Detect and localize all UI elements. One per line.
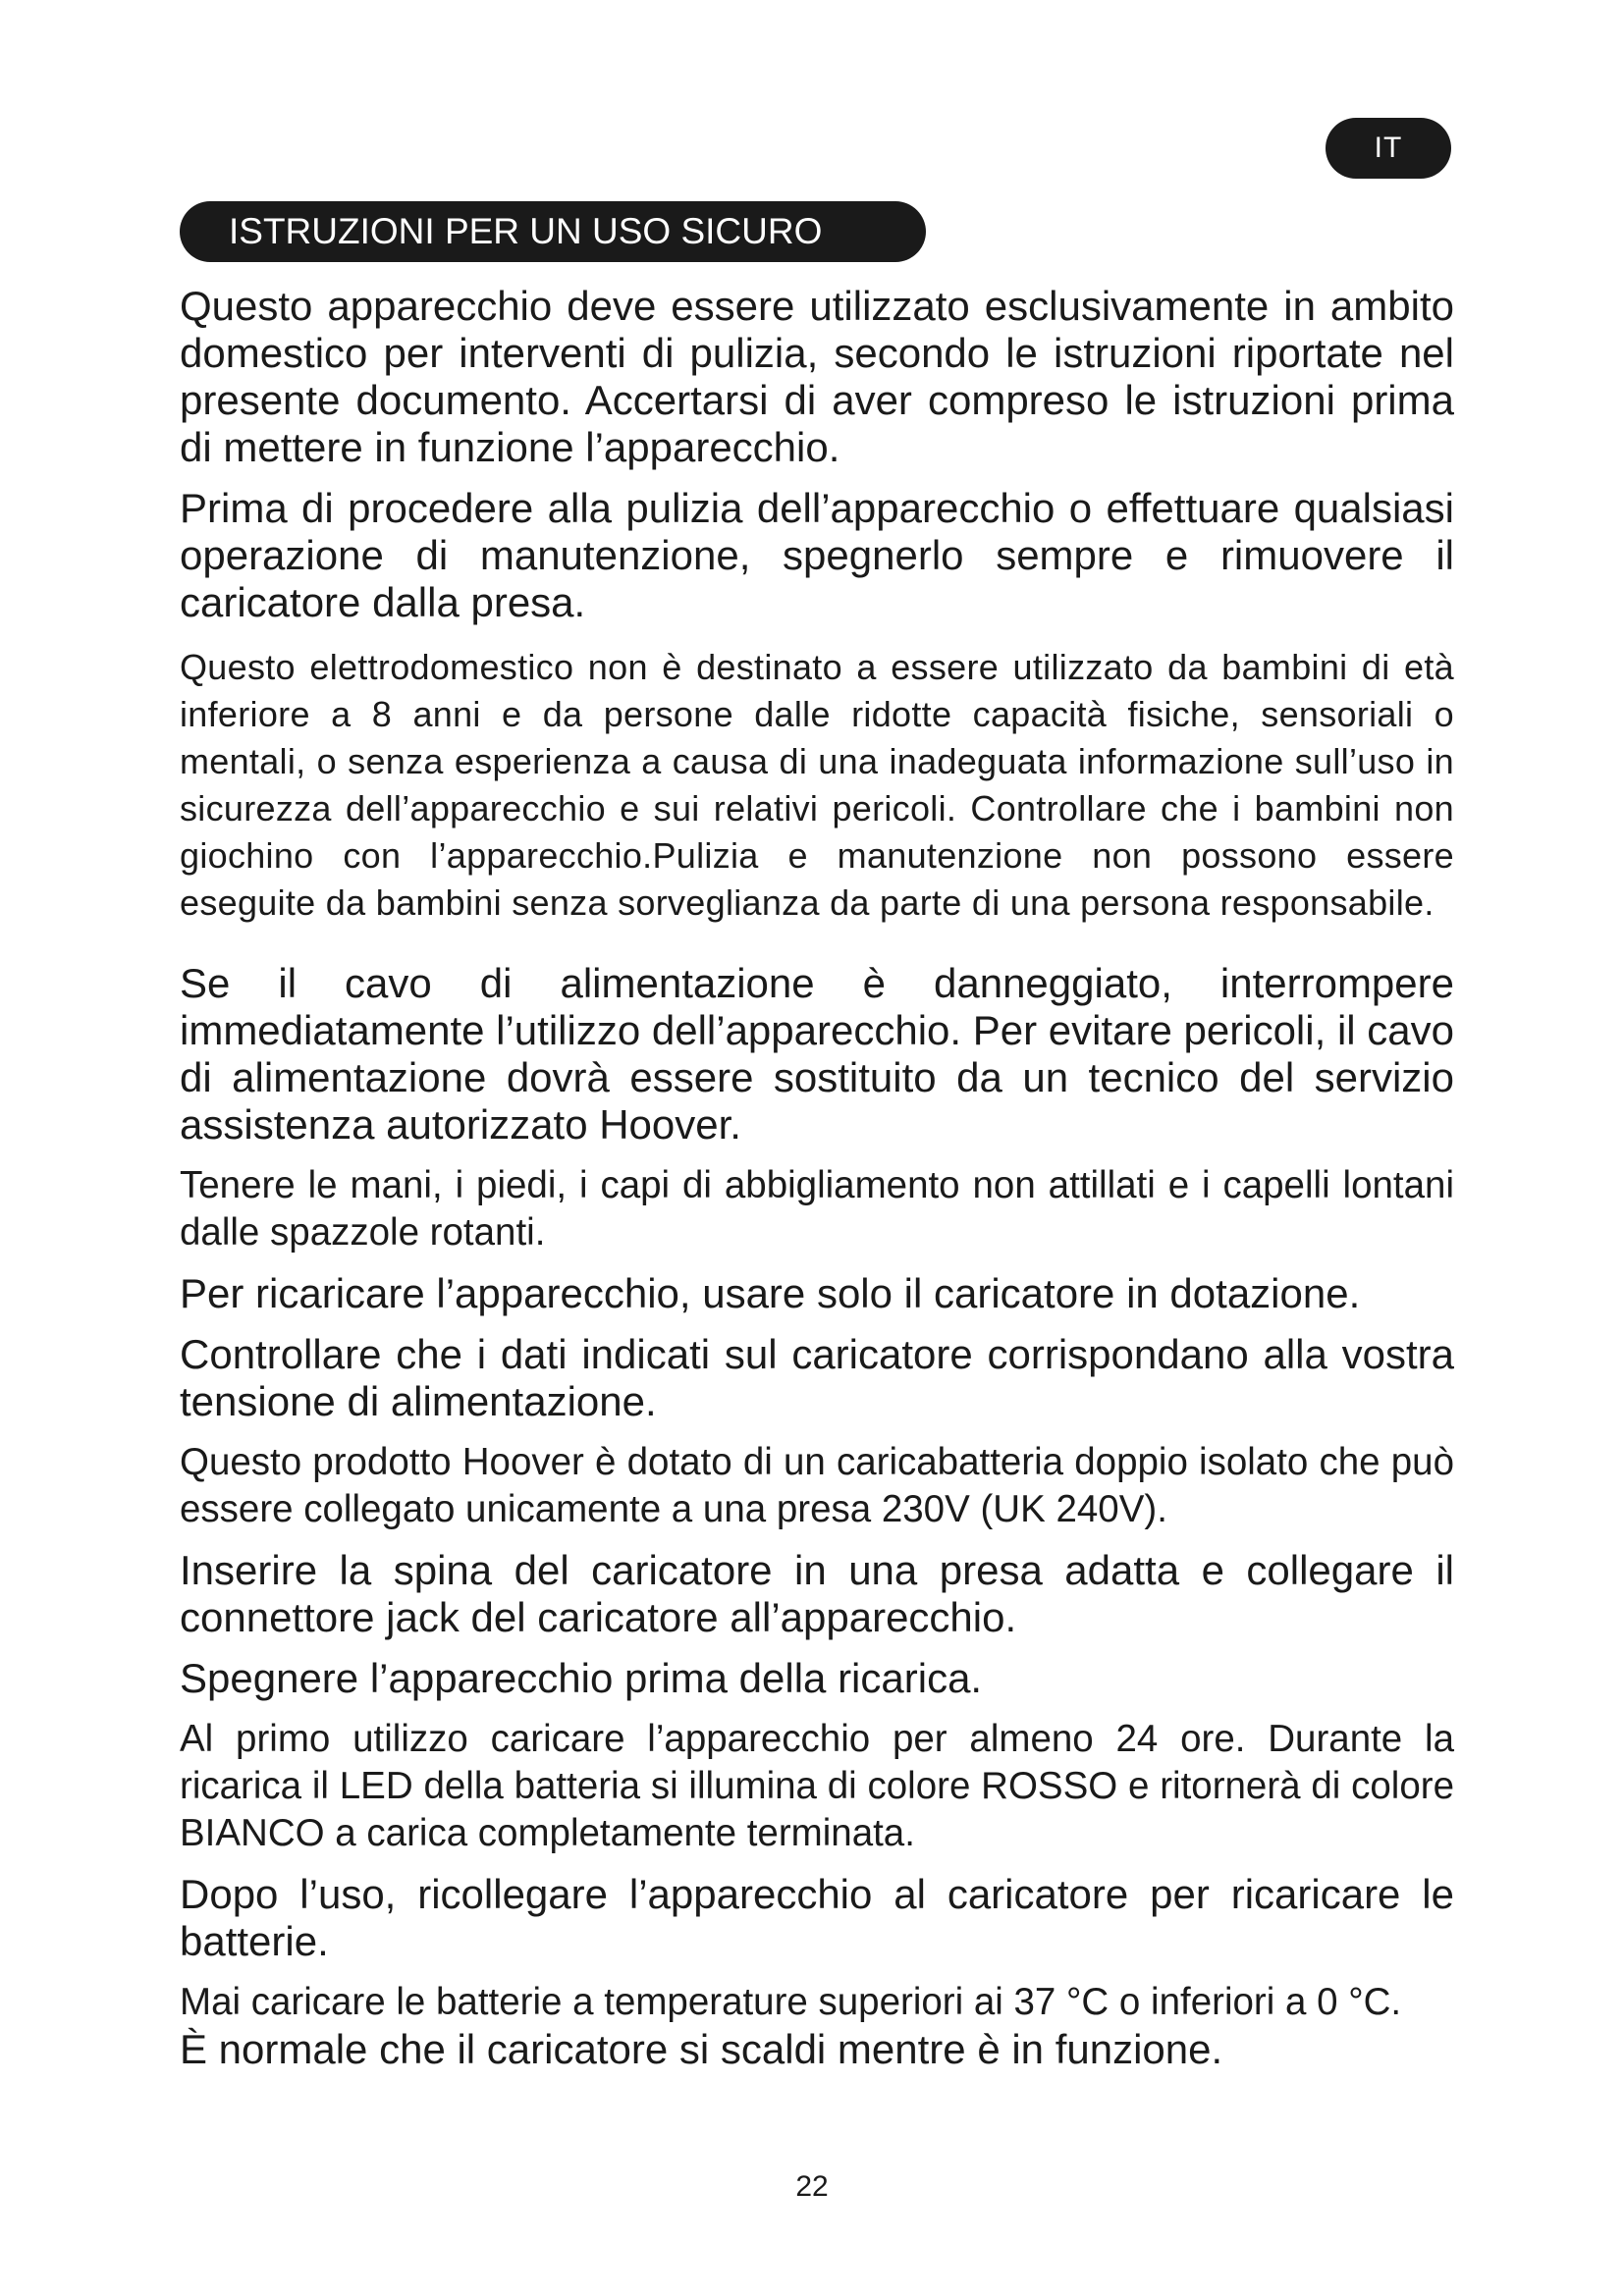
language-badge: IT: [1326, 118, 1451, 179]
paragraph-double-insulated: Questo prodotto Hoover è dotato di un caricabatteria doppio isolato che può essere collegato unicamente a una presa 230V (UK 240V).: [180, 1441, 1454, 1530]
paragraph-temperature: Mai caricare le batterie a temperature superiori ai 37 °C o inferiori a 0 °C.: [180, 1981, 1402, 2023]
paragraph-maintenance: Prima di procedere alla pulizia dell’apparecchio o effettuare qualsiasi operazione di manutenzione, spegnerlo sempre e rimuovere il caricatore dalla presa.: [180, 485, 1454, 625]
paragraph-insert-plug: Inserire la spina del caricatore in una presa adatta e collegare il connettore jack del caricatore all’apparecchio.: [180, 1547, 1454, 1640]
paragraph-charger-only: Per ricaricare l’apparecchio, usare solo il caricatore in dotazione.: [180, 1270, 1361, 1316]
paragraph-power-cable: Se il cavo di alimentazione è danneggiato, interrompere immediatamente l’utilizzo dell’apparecchio. Per evitare pericoli, il cavo di alimentazione dovrà essere sostituito da un tecnico del servizio assistenza autorizzato Hoover.: [180, 960, 1454, 1148]
section-title: ISTRUZIONI PER UN USO SICURO: [180, 201, 926, 262]
paragraph-rotating-brushes: Tenere le mani, i piedi, i capi di abbigliamento non attillati e i capelli lontani dalle spazzole rotanti.: [180, 1164, 1454, 1254]
paragraph-check-voltage: Controllare che i dati indicati sul caricatore corrispondano alla vostra tensione di alimentazione.: [180, 1331, 1454, 1424]
paragraph-after-use: Dopo l’uso, ricollegare l’apparecchio al caricatore per ricaricare le batterie.: [180, 1871, 1454, 1964]
paragraph-children-warning: Questo elettrodomestico non è destinato a essere utilizzato da bambini di età inferiore a 8 anni e da persone dalle ridotte capacità fisiche, sensoriali o mentali, o senza esperienza a causa di una inadeguata informazione sull’uso in sicurezza dell’apparecchio e sui relativi pericoli. Controllare che i bambini non giochino con l’apparecchio.Pulizia e manutenzione non possono essere eseguite da bambini senza sorveglianza da parte di una persona responsabile.: [180, 647, 1454, 923]
page-number: 22: [795, 2170, 829, 2203]
paragraph-first-charge: Al primo utilizzo caricare l’apparecchio per almeno 24 ore. Durante la ricarica il LED della batteria si illumina di colore ROSSO e ritornerà di colore BIANCO a carica completamente terminata.: [180, 1718, 1454, 1854]
instructions-body: [180, 283, 1454, 2073]
paragraph-switch-off: Spegnere l’apparecchio prima della ricarica.: [180, 1655, 983, 1701]
paragraph-charger-warm: È normale che il caricatore si scaldi mentre è in funzione.: [180, 2026, 1223, 2072]
paragraph-domestic-use: Questo apparecchio deve essere utilizzato esclusivamente in ambito domestico per interventi di pulizia, secondo le istruzioni riportate nel presente documento. Accertarsi di aver compreso le istruzioni prima di mettere in funzione l’apparecchio.: [180, 283, 1454, 470]
